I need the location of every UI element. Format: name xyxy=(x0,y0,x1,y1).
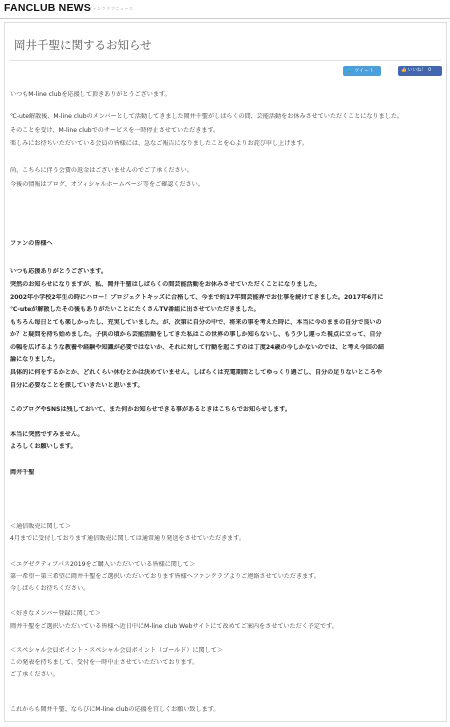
message-line: いつも応援ありがとうございます。 xyxy=(10,268,108,275)
article-title: 岡井千聖に関するお知らせ xyxy=(14,38,152,52)
section-body: 4月までに受付しております通信販売に関しては通常通り発送をさせていただきます。 xyxy=(10,535,245,542)
title-divider xyxy=(10,60,441,61)
site-subtitle: ファンクラブニュース xyxy=(88,6,134,11)
message-line: 2002年小学校2年生の時にハロー！プロジェクトキッズに合格して、今まで約17年間芸能界でお仕事を続けてきました。2017年6月に xyxy=(10,294,384,301)
section-heading: ＜好きなメンバー登録に関して＞ xyxy=(10,610,101,617)
like-label: いいね！ xyxy=(407,68,427,73)
message-line: よろしくお願いします。 xyxy=(10,443,77,450)
section-heading: ＜スペシャル会員ポイント・スペシャル会員ポイント（ゴールド）に関して＞ xyxy=(10,647,223,654)
section-body: ご了承ください。 xyxy=(10,671,59,678)
notice-line: そのことを受け、M-line clubでのサービスを一時停止させていただきます。 xyxy=(10,127,220,134)
news-article xyxy=(4,22,447,722)
tweet-label: ツイート xyxy=(354,68,374,74)
signature: 岡井千聖 xyxy=(10,469,35,476)
section-heading: ＜エグゼクティブパス2019をご購入いただいている皆様に関して＞ xyxy=(10,561,196,568)
thumbs-up-icon: 👍 xyxy=(401,68,407,73)
message-line: の幅を広げるような教養や経験や知識が必要ではないか、それに対して行動を起こすのは丁度24歳の今しかないのでは、と考え今回の結 xyxy=(10,344,385,351)
section-body: この発表を持ちまして、受付を一時中止させていただいております。 xyxy=(10,659,199,666)
message-line: 突然のお知らせになりますが、私、岡井千聖はしばらくの間芸能活動をお休みさせていただくことになりました。 xyxy=(10,281,321,288)
message-line: 論になりました。 xyxy=(10,356,59,363)
refund-line: 尚、こちらに伴う会費の返金はございませんのでご了承ください。 xyxy=(10,167,193,174)
message-line: か？と疑問を持ち始めました。子供の頃から芸能活動をしてきた私はこの世界の事しか知らないし、もう少し違った視点に立って、自分 xyxy=(10,331,382,338)
message-line: ℃-uteが解散したその後もありがたいことにたくさんTV番組に出させていただきました。 xyxy=(10,306,260,313)
section-heading: ＜通信販売に関して＞ xyxy=(10,523,71,530)
like-count: 0 xyxy=(428,68,432,73)
message-heading: ファンの皆様へ xyxy=(10,240,53,247)
message-line: 具体的に何をするかとか、どれくらい休むとかは決めていません。しばらくは充電期間としてゆっくり過ごし、自分の足りないところや xyxy=(10,369,383,376)
notice-line: 楽しみにお待ちいただいている会員の皆様には、急なご報告になりましたことを心よりお詫び申し上げます。 xyxy=(10,140,309,147)
message-line: 自分に必要なことを探していきたいと思います。 xyxy=(10,382,144,389)
site-title: FANCLUB NEWS xyxy=(4,2,91,14)
section-body: 岡井千聖をご選択いただいている皆様へ近日中にM-line club Webサイトにて改めてご案内をさせていただく予定です。 xyxy=(10,623,338,630)
section-body: 今しばらくお待ちください。 xyxy=(10,585,90,592)
message-line: もちろん毎日とても楽しかったし、充実していました。が、次第に自分の中で、将来の事を考えた時に、本当に今のままの自分で良いの xyxy=(10,319,382,326)
site-header xyxy=(0,0,450,19)
greeting-line: いつもM-line clubを応援して頂きありがとうございます。 xyxy=(10,91,171,98)
closing-line: これからも岡井千聖、ならびにM-line clubの応援を宜しくお願い致します。 xyxy=(10,706,220,713)
tweet-button[interactable] xyxy=(343,66,381,76)
section-body: 第一希望～第三希望に岡井千聖をご選択いただいております皆様へファンクラブよりご連絡させていただきます。 xyxy=(10,573,320,580)
message-line: このブログやSNSは残しておいて、また何かお知らせできる事があるときはこちらでお知らせします。 xyxy=(10,406,291,413)
like-button[interactable] xyxy=(398,66,442,76)
twitter-bird-icon: 🐦 xyxy=(346,68,353,74)
refund-line: 今後の情報はブログ、オフィシャルホームページ等をご確認ください。 xyxy=(10,181,204,188)
notice-line: ℃-ute解散後、M-line clubのメンバーとして活動してきました岡井千聖がしばらくの間、芸能活動をお休みさせていただくことになりました。 xyxy=(10,113,404,120)
message-line: 本当に突然ですみません。 xyxy=(10,431,84,438)
